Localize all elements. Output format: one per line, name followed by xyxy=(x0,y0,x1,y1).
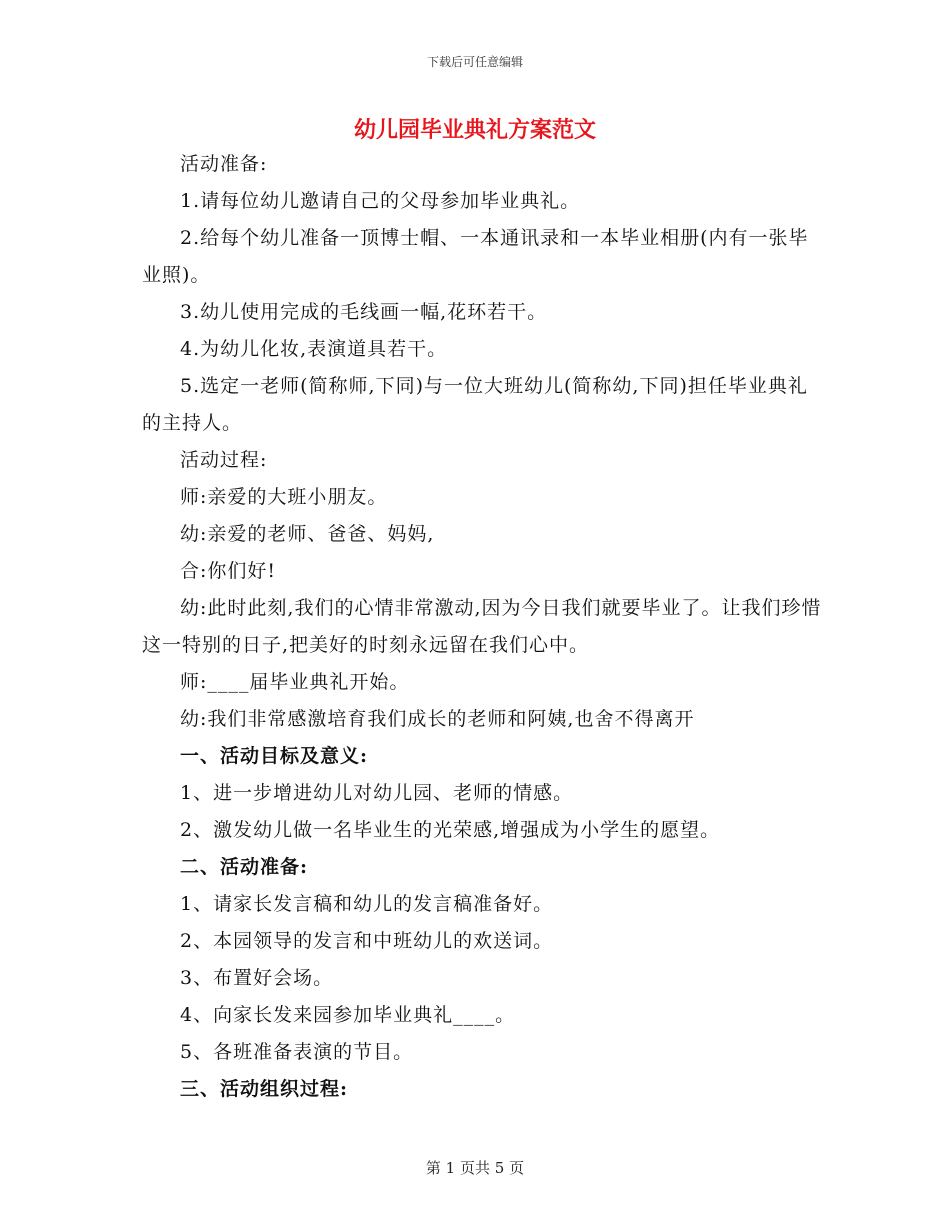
paragraph: 3、布置好会场。 xyxy=(180,967,334,989)
paragraph: 幼:此时此刻,我们的心情非常激动,因为今日我们就要毕业了。让我们珍惜这一特别的日子,把美好的时刻永远留在我们心中。 xyxy=(142,597,822,656)
paragraph: 活动准备: xyxy=(180,153,268,175)
paragraph: 4、向家长发来园参加毕业典礼____。 xyxy=(180,1004,516,1026)
paragraph: 5、各班准备表演的节目。 xyxy=(180,1041,414,1063)
paragraph: 1.请每位幼儿邀请自己的父母参加毕业典礼。 xyxy=(180,190,581,212)
page-number: 第 1 页共 5 页 xyxy=(425,1159,525,1177)
document-body xyxy=(142,146,822,1108)
paragraph: 2、激发幼儿做一名毕业生的光荣感,增强成为小学生的愿望。 xyxy=(180,819,721,841)
paragraph: 1、请家长发言稿和幼儿的发言稿准备好。 xyxy=(180,893,554,915)
paragraph: 师:____届毕业典礼开始。 xyxy=(180,671,410,693)
paragraph: 3.幼儿使用完成的毛线画一幅,花环若干。 xyxy=(180,301,548,323)
section-heading: 三、活动组织过程: xyxy=(180,1078,349,1100)
paragraph: 5.选定一老师(简称师,下同)与一位大班幼儿(简称幼,下同)担任毕业典礼的主持人。 xyxy=(142,375,808,434)
paragraph: 幼:亲爱的老师、爸爸、妈妈, xyxy=(180,523,435,545)
section-heading: 二、活动准备: xyxy=(180,856,309,878)
paragraph: 1、进一步增进幼儿对幼儿园、老师的情感。 xyxy=(180,782,574,804)
paragraph: 2.给每个幼儿准备一顶博士帽、一本通讯录和一本毕业相册(内有一张毕业照)。 xyxy=(142,227,809,286)
paragraph: 4.为幼儿化妆,表演道具若干。 xyxy=(180,338,448,360)
paragraph: 合:你们好! xyxy=(180,560,277,582)
paragraph: 幼:我们非常感激培育我们成长的老师和阿姨,也舍不得离开 xyxy=(180,708,695,730)
section-heading: 一、活动目标及意义: xyxy=(180,745,369,767)
paragraph: 师:亲爱的大班小朋友。 xyxy=(180,486,388,508)
paragraph: 活动过程: xyxy=(180,449,268,471)
paragraph: 2、本园领导的发言和中班幼儿的欢送词。 xyxy=(180,930,554,952)
document-title: 幼儿园毕业典礼方案范文 xyxy=(353,117,596,143)
header-note: 下载后可任意编辑 xyxy=(426,55,523,69)
